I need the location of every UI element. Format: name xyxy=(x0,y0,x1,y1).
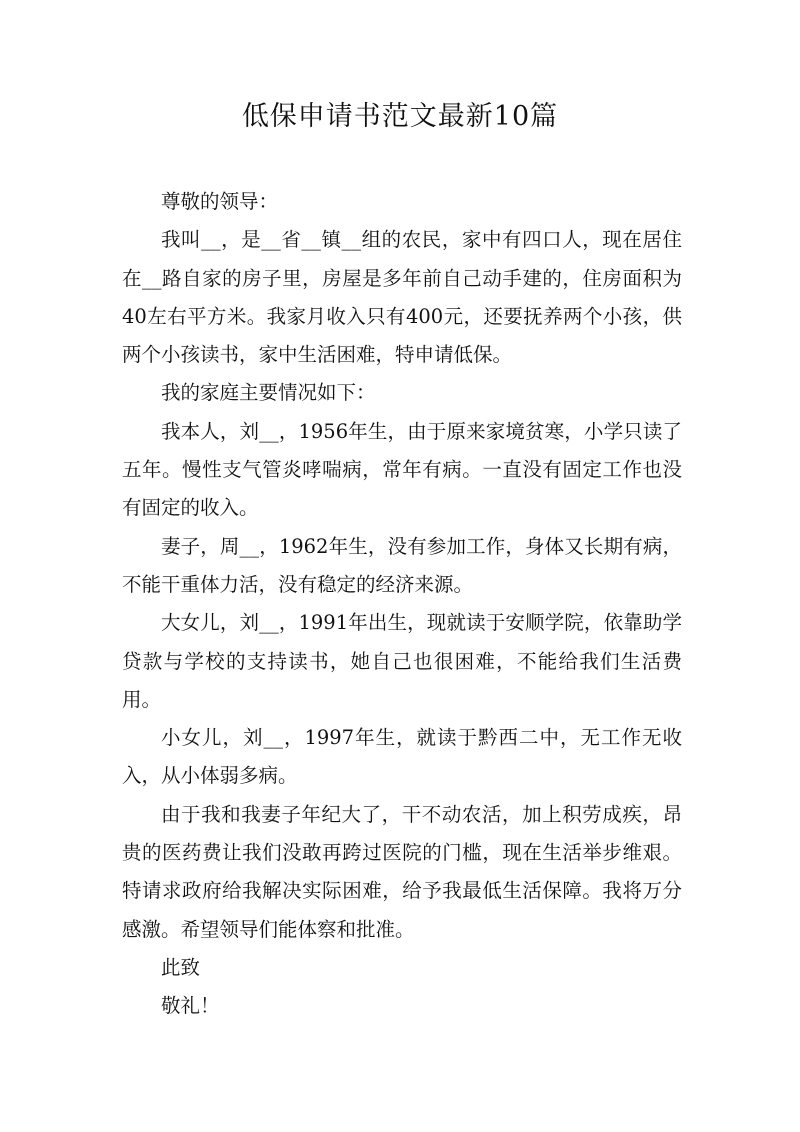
paragraph-family-heading: 我的家庭主要情况如下： xyxy=(161,381,376,405)
document-title: 低保申请书范文最新10篇 xyxy=(241,101,559,132)
closing-cizhi: 此致 xyxy=(161,955,201,979)
paragraph-younger-daughter: 小女儿，刘__，1997年生，就读于黔西二中，无工作无收入，从小体弱多病。 xyxy=(122,726,682,788)
document-body xyxy=(122,183,682,1026)
salutation: 尊敬的领导： xyxy=(161,190,279,213)
paragraph-request: 由于我和我妻子年纪大了，干不动农活，加上积劳成疾，昂贵的医药费让我们没敢再跨过医院的门槛，现在生活举步维艰。特请求政府给我解决实际困难，给予我最低生活保障。我将万分感激。希望领导们能体察和批准。 xyxy=(122,802,682,941)
paragraph-self: 我本人，刘__，1956年生，由于原来家境贫寒，小学只读了五年。慢性支气管炎哮喘病，常年有病。一直没有固定工作也没有固定的收入。 xyxy=(122,419,682,520)
paragraph-wife: 妻子，周__，1962年生，没有参加工作，身体又长期有病，不能干重体力活，没有稳定的经济来源。 xyxy=(122,534,682,596)
paragraph-introduction: 我叫__，是__省__镇__组的农民，家中有四口人，现在居住在__路自家的房子里，房屋是多年前自己动手建的，住房面积为40左右平方米。我家月收入只有400元，还要抚养两个小孩，供两个小孩读书，家中生活困难，特申请低保。 xyxy=(122,228,682,367)
paragraph-elder-daughter: 大女儿，刘__，1991年出生，现就读于安顺学院，依靠助学贷款与学校的支持读书，她自己也很困难，不能给我们生活费用。 xyxy=(122,611,682,711)
closing-jingli: 敬礼！ xyxy=(161,994,220,1018)
